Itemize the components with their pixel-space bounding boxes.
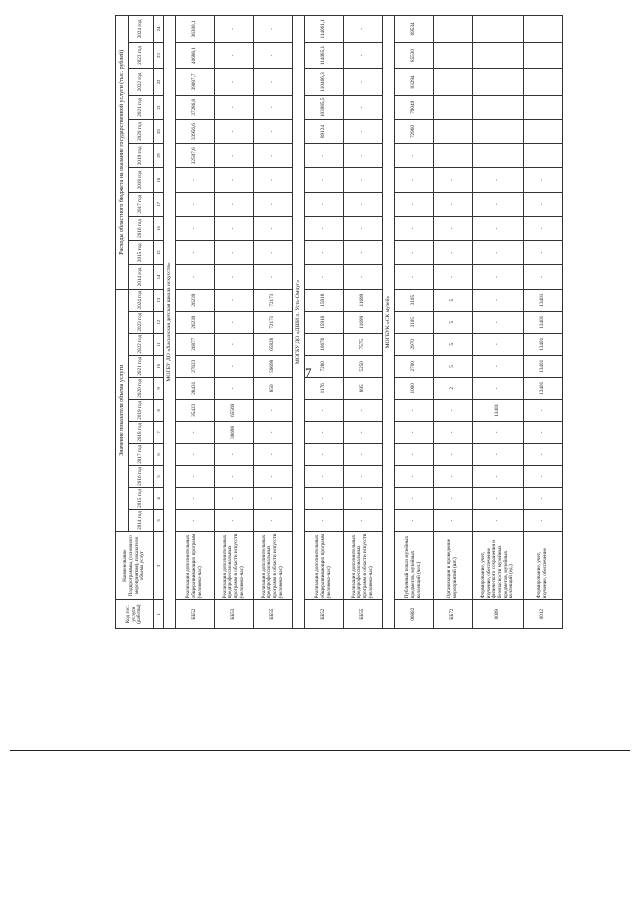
volume-cell: - [395, 421, 434, 443]
service-code: ББ55 [254, 600, 293, 629]
expense-cell: - [395, 192, 434, 216]
volume-cell: - [215, 355, 254, 377]
volume-cell: - [305, 509, 344, 531]
volume-cell: 35423 [176, 399, 215, 421]
expense-cell: - [344, 16, 383, 43]
volume-cell: - [473, 443, 524, 465]
volume-cell: - [395, 465, 434, 487]
service-name: Реализация дополнительных предпрофессиональных программ в области искусств (человеко-час) [215, 532, 254, 600]
volume-cell: 2 [434, 377, 473, 399]
expense-cell: - [305, 144, 344, 168]
volume-cell: 65569 [215, 399, 254, 421]
volume-cell: - [434, 509, 473, 531]
header-code: Код гос. услуги (работы) [116, 600, 154, 629]
section-row [383, 16, 395, 629]
volume-cell: - [215, 311, 254, 333]
column-number: 3 [154, 509, 164, 531]
services-volume-table [115, 15, 563, 629]
service-code: 0012 [524, 600, 563, 629]
expense-cell: - [215, 144, 254, 168]
volume-cell: 13401 [473, 399, 524, 421]
volume-cell: 10676 [305, 333, 344, 355]
horizontal-rule [10, 750, 630, 751]
expense-cell [524, 95, 563, 119]
header-name: Наименование Подпрограммы, (основного мероприятия), показателя объема услуг [116, 532, 154, 600]
year-header: 2014 год [129, 265, 154, 289]
expense-cell: - [305, 216, 344, 240]
volume-cell: 2700 [395, 355, 434, 377]
volume-cell: - [473, 509, 524, 531]
expense-cell: - [344, 42, 383, 68]
expense-cell: - [395, 241, 434, 265]
expense-cell: - [254, 144, 293, 168]
volume-cell: 7280 [305, 355, 344, 377]
expense-cell: - [395, 216, 434, 240]
volume-cell: - [305, 399, 344, 421]
expense-cell: - [254, 42, 293, 68]
expense-cell [434, 16, 473, 43]
volume-cell: 2970 [395, 333, 434, 355]
expense-cell: - [305, 241, 344, 265]
volume-cell: - [524, 421, 563, 443]
expense-cell [434, 119, 473, 143]
year-header: 2024 год [129, 16, 154, 43]
header-budget-group: Расходы областного бюджета на оказание государственной услуги (тыс. рублей) [116, 16, 129, 290]
expense-cell: - [215, 42, 254, 68]
column-number: 8 [154, 399, 164, 421]
volume-cell: - [176, 443, 215, 465]
table-row [344, 16, 383, 629]
column-number: 1 [154, 600, 164, 629]
year-header: 2015 год [129, 487, 154, 509]
expense-cell [473, 16, 524, 43]
volume-cell: - [254, 399, 293, 421]
column-number: 18 [154, 168, 164, 192]
expense-cell [524, 69, 563, 95]
volume-cell: 13401 [524, 333, 563, 355]
expense-cell: - [395, 144, 434, 168]
volume-cell: 3105 [395, 311, 434, 333]
service-name: Реализация дополнительных предпрофессиональных программ в области искусств (человеко-час) [254, 532, 293, 600]
expense-cell [524, 42, 563, 68]
expense-cell [524, 144, 563, 168]
year-header: 2024 год [129, 289, 154, 311]
expense-cell: - [434, 241, 473, 265]
volume-cell: 59698 [254, 355, 293, 377]
volume-cell: - [305, 421, 344, 443]
volume-cell: 5250 [344, 355, 383, 377]
table-row [473, 16, 524, 629]
expense-cell: - [524, 168, 563, 192]
volume-cell: 13401 [524, 289, 563, 311]
section-title: МОГБУ ДО «ДШИ п. Усть-Омчуг» [293, 16, 305, 629]
column-number: 14 [154, 265, 164, 289]
expense-cell [473, 95, 524, 119]
expense-cell: 114085,1 [305, 42, 344, 68]
volume-cell: 26239 [176, 289, 215, 311]
volume-cell: - [344, 509, 383, 531]
column-number: 4 [154, 487, 164, 509]
section-title: МОГБУК «СК музей» [383, 16, 395, 629]
volume-cell: - [434, 443, 473, 465]
volume-cell: 28431 [176, 377, 215, 399]
volume-cell: 15918 [305, 311, 344, 333]
table-row [215, 16, 254, 629]
expense-cell [473, 119, 524, 143]
volume-cell: - [524, 443, 563, 465]
volume-cell: - [473, 377, 524, 399]
expense-cell: - [434, 216, 473, 240]
expense-cell: - [434, 265, 473, 289]
expense-cell [434, 42, 473, 68]
column-number: 15 [154, 241, 164, 265]
column-number: 2 [154, 532, 164, 600]
expense-cell: - [395, 168, 434, 192]
volume-cell: - [344, 443, 383, 465]
expense-cell: - [524, 192, 563, 216]
volume-cell: - [254, 465, 293, 487]
expense-cell: - [395, 265, 434, 289]
expense-cell: - [215, 192, 254, 216]
expense-cell: - [434, 192, 473, 216]
expense-cell: - [215, 168, 254, 192]
service-name: Реализация дополнительных общеразвивающих программ (человеко-час) [305, 532, 344, 600]
section-title: МОГБУ ДО «Хасынская детская школа искусств» [164, 16, 176, 629]
volume-cell: - [176, 487, 215, 509]
service-name: Формирование, учет, изучение, обеспечение физического сохранения и безопасности музейных предметов, музейных коллекций (ед.) [473, 532, 524, 600]
expense-cell [524, 16, 563, 43]
year-header: 2021 год [129, 95, 154, 119]
table-row [176, 16, 215, 629]
expense-cell: - [176, 241, 215, 265]
volume-cell: - [215, 333, 254, 355]
page-number: 7 [305, 365, 312, 380]
year-header: 2015 год [129, 241, 154, 265]
expense-cell: 72960 [395, 119, 434, 143]
expense-cell: - [176, 192, 215, 216]
volume-cell: 5 [434, 289, 473, 311]
service-name: Организация и проведение мероприятий (шт.) [434, 532, 473, 600]
expense-cell: - [473, 265, 524, 289]
service-code: 06882 [395, 600, 434, 629]
year-header: 2021 год [129, 355, 154, 377]
year-header: 2017 год [129, 443, 154, 465]
volume-cell: - [215, 465, 254, 487]
expense-cell: - [215, 95, 254, 119]
column-number: 22 [154, 69, 164, 95]
column-number: 17 [154, 192, 164, 216]
volume-cell: - [215, 487, 254, 509]
expense-cell: 89124 [305, 119, 344, 143]
volume-cell: - [254, 487, 293, 509]
service-name: Реализация дополнительных предпрофессиональных программ в области искусств (человеко-час) [344, 532, 383, 600]
expense-cell [434, 144, 473, 168]
expense-cell: 36300,1 [176, 16, 215, 43]
volume-cell: - [215, 509, 254, 531]
volume-cell: - [215, 443, 254, 465]
expense-cell: - [434, 168, 473, 192]
volume-cell: - [215, 377, 254, 399]
column-number: 5 [154, 465, 164, 487]
volume-cell: 850 [254, 377, 293, 399]
column-number: 24 [154, 16, 164, 43]
expense-cell [434, 95, 473, 119]
volume-cell: - [524, 399, 563, 421]
expense-cell: - [254, 95, 293, 119]
year-header: 2014 год [129, 509, 154, 531]
expense-cell: - [254, 192, 293, 216]
year-header: 2023 год [129, 311, 154, 333]
service-name: Формирование, учет, изучение, обеспечение [524, 532, 563, 600]
year-header: 2022 год [129, 333, 154, 355]
column-number: 20 [154, 119, 164, 143]
volume-cell: 65828 [254, 333, 293, 355]
service-code: ББ52 [176, 600, 215, 629]
column-number: 11 [154, 333, 164, 355]
volume-cell: - [176, 465, 215, 487]
volume-cell: - [473, 421, 524, 443]
volume-cell: - [215, 289, 254, 311]
expense-cell [434, 69, 473, 95]
expense-cell [473, 69, 524, 95]
year-header: 2018 год [129, 421, 154, 443]
volume-cell: - [473, 311, 524, 333]
expense-cell: - [215, 265, 254, 289]
expense-cell: - [254, 241, 293, 265]
column-number: 16 [154, 216, 164, 240]
column-number: 19 [154, 144, 164, 168]
year-header: 2022 год [129, 69, 154, 95]
expense-cell: - [344, 241, 383, 265]
volume-cell: - [473, 487, 524, 509]
expense-cell: 39087,7 [176, 69, 215, 95]
volume-cell: 5 [434, 333, 473, 355]
year-header: 2023 год [129, 42, 154, 68]
volume-cell: - [305, 443, 344, 465]
volume-cell: - [344, 399, 383, 421]
expense-cell: 37286,8 [176, 95, 215, 119]
expense-cell: - [344, 168, 383, 192]
volume-cell: 7575 [344, 333, 383, 355]
volume-cell: 72171 [254, 289, 293, 311]
section-row [164, 16, 176, 629]
expense-cell: - [344, 192, 383, 216]
volume-cell: - [395, 487, 434, 509]
table-row [305, 16, 344, 629]
section-row [293, 16, 305, 629]
year-header: 2016 год [129, 465, 154, 487]
expense-cell: - [254, 265, 293, 289]
service-code: 0009 [473, 600, 524, 629]
column-number: 21 [154, 95, 164, 119]
volume-cell: - [254, 421, 293, 443]
year-header: 2020 год [129, 119, 154, 143]
volume-cell: - [395, 509, 434, 531]
volume-cell: 13401 [524, 355, 563, 377]
volume-cell: - [305, 465, 344, 487]
volume-cell: - [434, 399, 473, 421]
expense-cell: 83294 [395, 69, 434, 95]
volume-cell: 38698 [215, 421, 254, 443]
table-row [254, 16, 293, 629]
volume-cell: - [473, 465, 524, 487]
volume-cell: - [473, 289, 524, 311]
expense-cell: - [344, 95, 383, 119]
volume-cell: - [254, 443, 293, 465]
volume-cell: 11699 [344, 289, 383, 311]
expense-cell: - [215, 241, 254, 265]
volume-cell: 5 [434, 311, 473, 333]
expense-cell: - [344, 265, 383, 289]
volume-cell: 26239 [176, 311, 215, 333]
expense-cell: - [254, 216, 293, 240]
expense-cell: 79049 [395, 95, 434, 119]
column-number: 7 [154, 421, 164, 443]
volume-cell: - [395, 443, 434, 465]
service-name: Реализация дополнительных общеразвивающих программ (человеко-час) [176, 532, 215, 600]
volume-cell: 27823 [176, 355, 215, 377]
column-number: 10 [154, 355, 164, 377]
volume-cell: 895 [344, 377, 383, 399]
service-name: Публичный показ музейных предметов, музейных коллекций (чел.) [395, 532, 434, 600]
volume-cell: - [344, 487, 383, 509]
volume-cell: - [305, 487, 344, 509]
volume-cell: - [176, 509, 215, 531]
volume-cell: - [434, 487, 473, 509]
volume-cell: - [176, 421, 215, 443]
volume-cell: - [524, 509, 563, 531]
expense-cell: - [473, 241, 524, 265]
column-number: 12 [154, 311, 164, 333]
column-number: 13 [154, 289, 164, 311]
year-header: 2018 год [129, 168, 154, 192]
expense-cell: - [473, 168, 524, 192]
rotated-table-page [115, 15, 640, 629]
service-code: ББ55 [344, 600, 383, 629]
volume-cell: 1176 [305, 377, 344, 399]
volume-cell: 11699 [344, 311, 383, 333]
volume-cell: 13401 [524, 311, 563, 333]
expense-cell: - [524, 241, 563, 265]
volume-cell: 3105 [395, 289, 434, 311]
expense-cell: 33956,6 [176, 119, 215, 143]
table-row [524, 16, 563, 629]
service-code: ББ52 [305, 600, 344, 629]
expense-cell: - [473, 192, 524, 216]
service-code: ББ53 [215, 600, 254, 629]
expense-cell: - [254, 69, 293, 95]
volume-cell: - [434, 421, 473, 443]
volume-cell: 5 [434, 355, 473, 377]
header-index-row [154, 16, 164, 629]
expense-cell: 110466,3 [305, 69, 344, 95]
expense-cell: - [215, 16, 254, 43]
expense-cell: - [344, 69, 383, 95]
volume-cell: 1000 [395, 377, 434, 399]
table-body [164, 16, 563, 629]
expense-cell: 103085,5 [305, 95, 344, 119]
table-row [434, 16, 473, 629]
expense-cell: - [344, 144, 383, 168]
volume-cell: 15918 [305, 289, 344, 311]
expense-cell: - [176, 265, 215, 289]
expense-cell: - [473, 216, 524, 240]
expense-cell: 114061,1 [305, 16, 344, 43]
volume-cell: - [434, 465, 473, 487]
volume-cell: 72171 [254, 311, 293, 333]
year-header: 2020 год [129, 377, 154, 399]
expense-cell: - [215, 216, 254, 240]
volume-cell: - [524, 487, 563, 509]
expense-cell: 85530 [395, 42, 434, 68]
expense-cell [524, 119, 563, 143]
expense-cell: - [215, 119, 254, 143]
expense-cell: - [215, 69, 254, 95]
volume-cell: 13401 [524, 377, 563, 399]
expense-cell: - [254, 168, 293, 192]
expense-cell: - [305, 192, 344, 216]
expense-cell: 40688,1 [176, 42, 215, 68]
volume-cell: - [344, 465, 383, 487]
expense-cell [473, 144, 524, 168]
expense-cell: 69534 [395, 16, 434, 43]
column-number: 6 [154, 443, 164, 465]
volume-cell: 26877 [176, 333, 215, 355]
expense-cell: - [344, 119, 383, 143]
expense-cell [473, 42, 524, 68]
column-number: 9 [154, 377, 164, 399]
expense-cell: - [176, 168, 215, 192]
expense-cell: - [305, 265, 344, 289]
header-volume-group: Значение показателя объема услуги [116, 289, 129, 531]
volume-cell: - [473, 355, 524, 377]
expense-cell: - [344, 216, 383, 240]
year-header: 2019 год [129, 399, 154, 421]
service-code: ББ72 [434, 600, 473, 629]
expense-cell: - [524, 216, 563, 240]
year-header: 2017 год [129, 192, 154, 216]
table-row [395, 16, 434, 629]
expense-cell: - [176, 216, 215, 240]
year-header: 2016 год [129, 216, 154, 240]
volume-cell: - [344, 421, 383, 443]
column-number: 23 [154, 42, 164, 68]
expense-cell: - [254, 119, 293, 143]
volume-cell: - [473, 333, 524, 355]
expense-cell: - [305, 168, 344, 192]
volume-cell: - [524, 465, 563, 487]
volume-cell: - [254, 509, 293, 531]
expense-cell: - [254, 16, 293, 43]
expense-cell: - [524, 265, 563, 289]
year-header: 2019 год [129, 144, 154, 168]
volume-cell: - [395, 399, 434, 421]
expense-cell: 32507,6 [176, 144, 215, 168]
